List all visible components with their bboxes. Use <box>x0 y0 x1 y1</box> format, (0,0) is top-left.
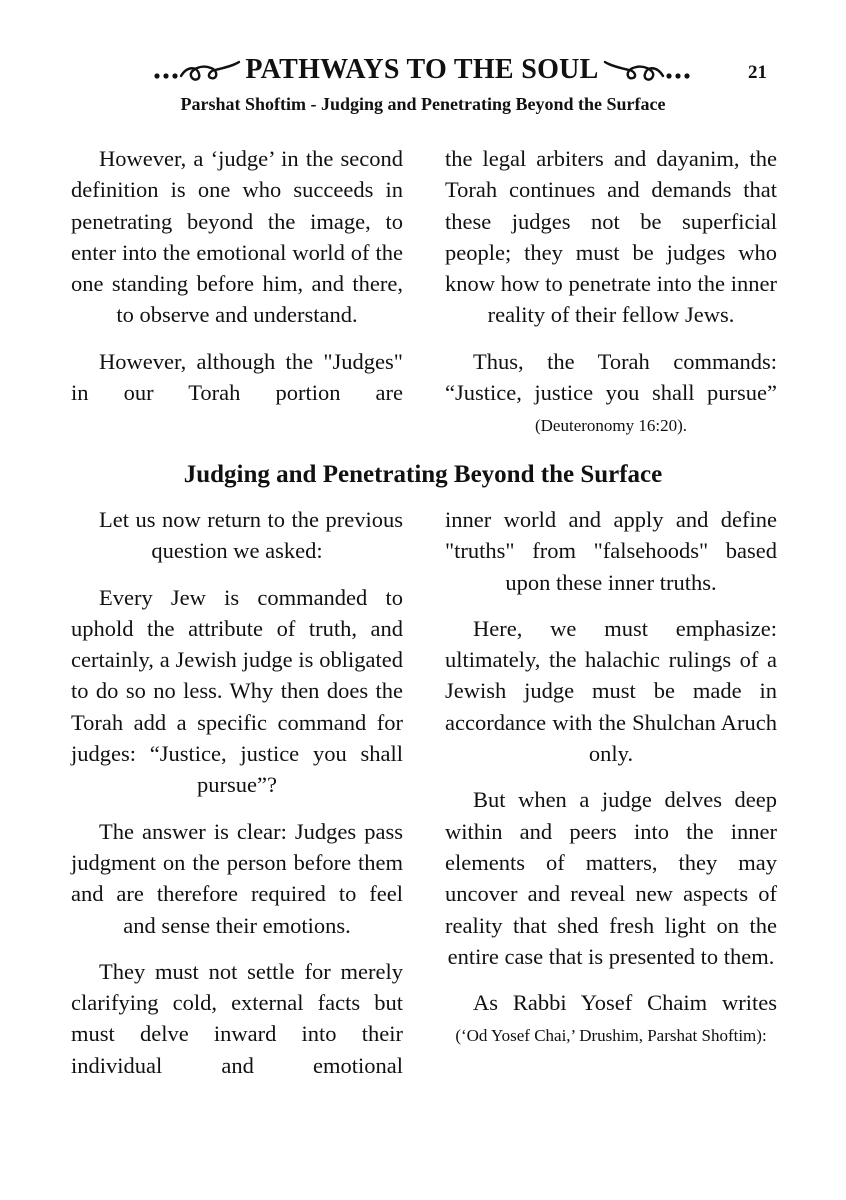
paragraph: They must not settle for merely clarifying cold, external facts but must delve inward into their individual and emotional <box>71 958 403 1078</box>
citation: (‘Od Yosef Chai,’ Drushim, Parshat Shoftim): <box>455 1026 767 1046</box>
paragraph <box>445 987 777 1052</box>
paragraph: Let us now return to the previous question we asked: <box>99 507 403 564</box>
citation: (Deuteronomy 16:20). <box>534 416 688 436</box>
page-header <box>0 46 846 96</box>
bottom-left-column <box>71 504 403 1096</box>
paragraph: The answer is clear: Judges pass judgment on the person before them and are therefore required to feel and sense their emotions. <box>71 818 403 938</box>
top-right-column <box>445 143 777 457</box>
paragraph: the legal arbiters and dayanim, the Torah continues and demands that these judges not be superficial people; they must be judges who know how to penetrate into the inner reality of their fellow Jews. <box>445 146 777 328</box>
paragraph: Here, we must emphasize: ultimately, the halachic rulings of a Jewish judge must be made in accordance with the Shulchan Aruch only. <box>445 615 777 767</box>
quote-intro: As Rabbi Yosef Chaim writes <box>473 990 777 1016</box>
top-left-column <box>71 143 403 423</box>
paragraph: inner world and apply and define "truths" from "falsehoods" based upon these inner truths. <box>445 507 777 595</box>
page-number: 21 <box>748 62 767 83</box>
paragraph: Every Jew is commanded to uphold the attribute of truth, and certainly, a Jewish judge is obligated to do so no less. Why then does the Torah add a specific command for judges: “Justice, justice you shall pursue”? <box>71 584 403 798</box>
book-title: PATHWAYS TO THE SOUL <box>245 54 599 85</box>
bottom-right-column <box>445 504 777 1067</box>
chapter-subtitle: Parshat Shoftim - Judging and Penetrating Beyond the Surface <box>180 94 666 114</box>
paragraph: However, a ‘judge’ in the second definition is one who succeeds in penetrating beyond the image, to enter into the emotional world of the one standing before him, and there, to observe and understand. <box>71 146 403 328</box>
paragraph: But when a judge delves deep within and peers into the inner elements of matters, they may uncover and reveal new aspects of reality that shed fresh light on the entire case that is presented to them. <box>445 787 777 969</box>
left-flourish-ornament-icon <box>151 56 243 84</box>
section-heading: Judging and Penetrating Beyond the Surface <box>183 461 663 488</box>
paragraph: However, although the "Judges" in our Torah portion are <box>71 348 403 406</box>
right-flourish-ornament-icon <box>601 56 693 84</box>
running-header <box>132 52 712 88</box>
paragraph <box>445 346 777 442</box>
torah-quote: Thus, the Torah commands: “Justice, justice you shall pursue” <box>445 348 777 406</box>
